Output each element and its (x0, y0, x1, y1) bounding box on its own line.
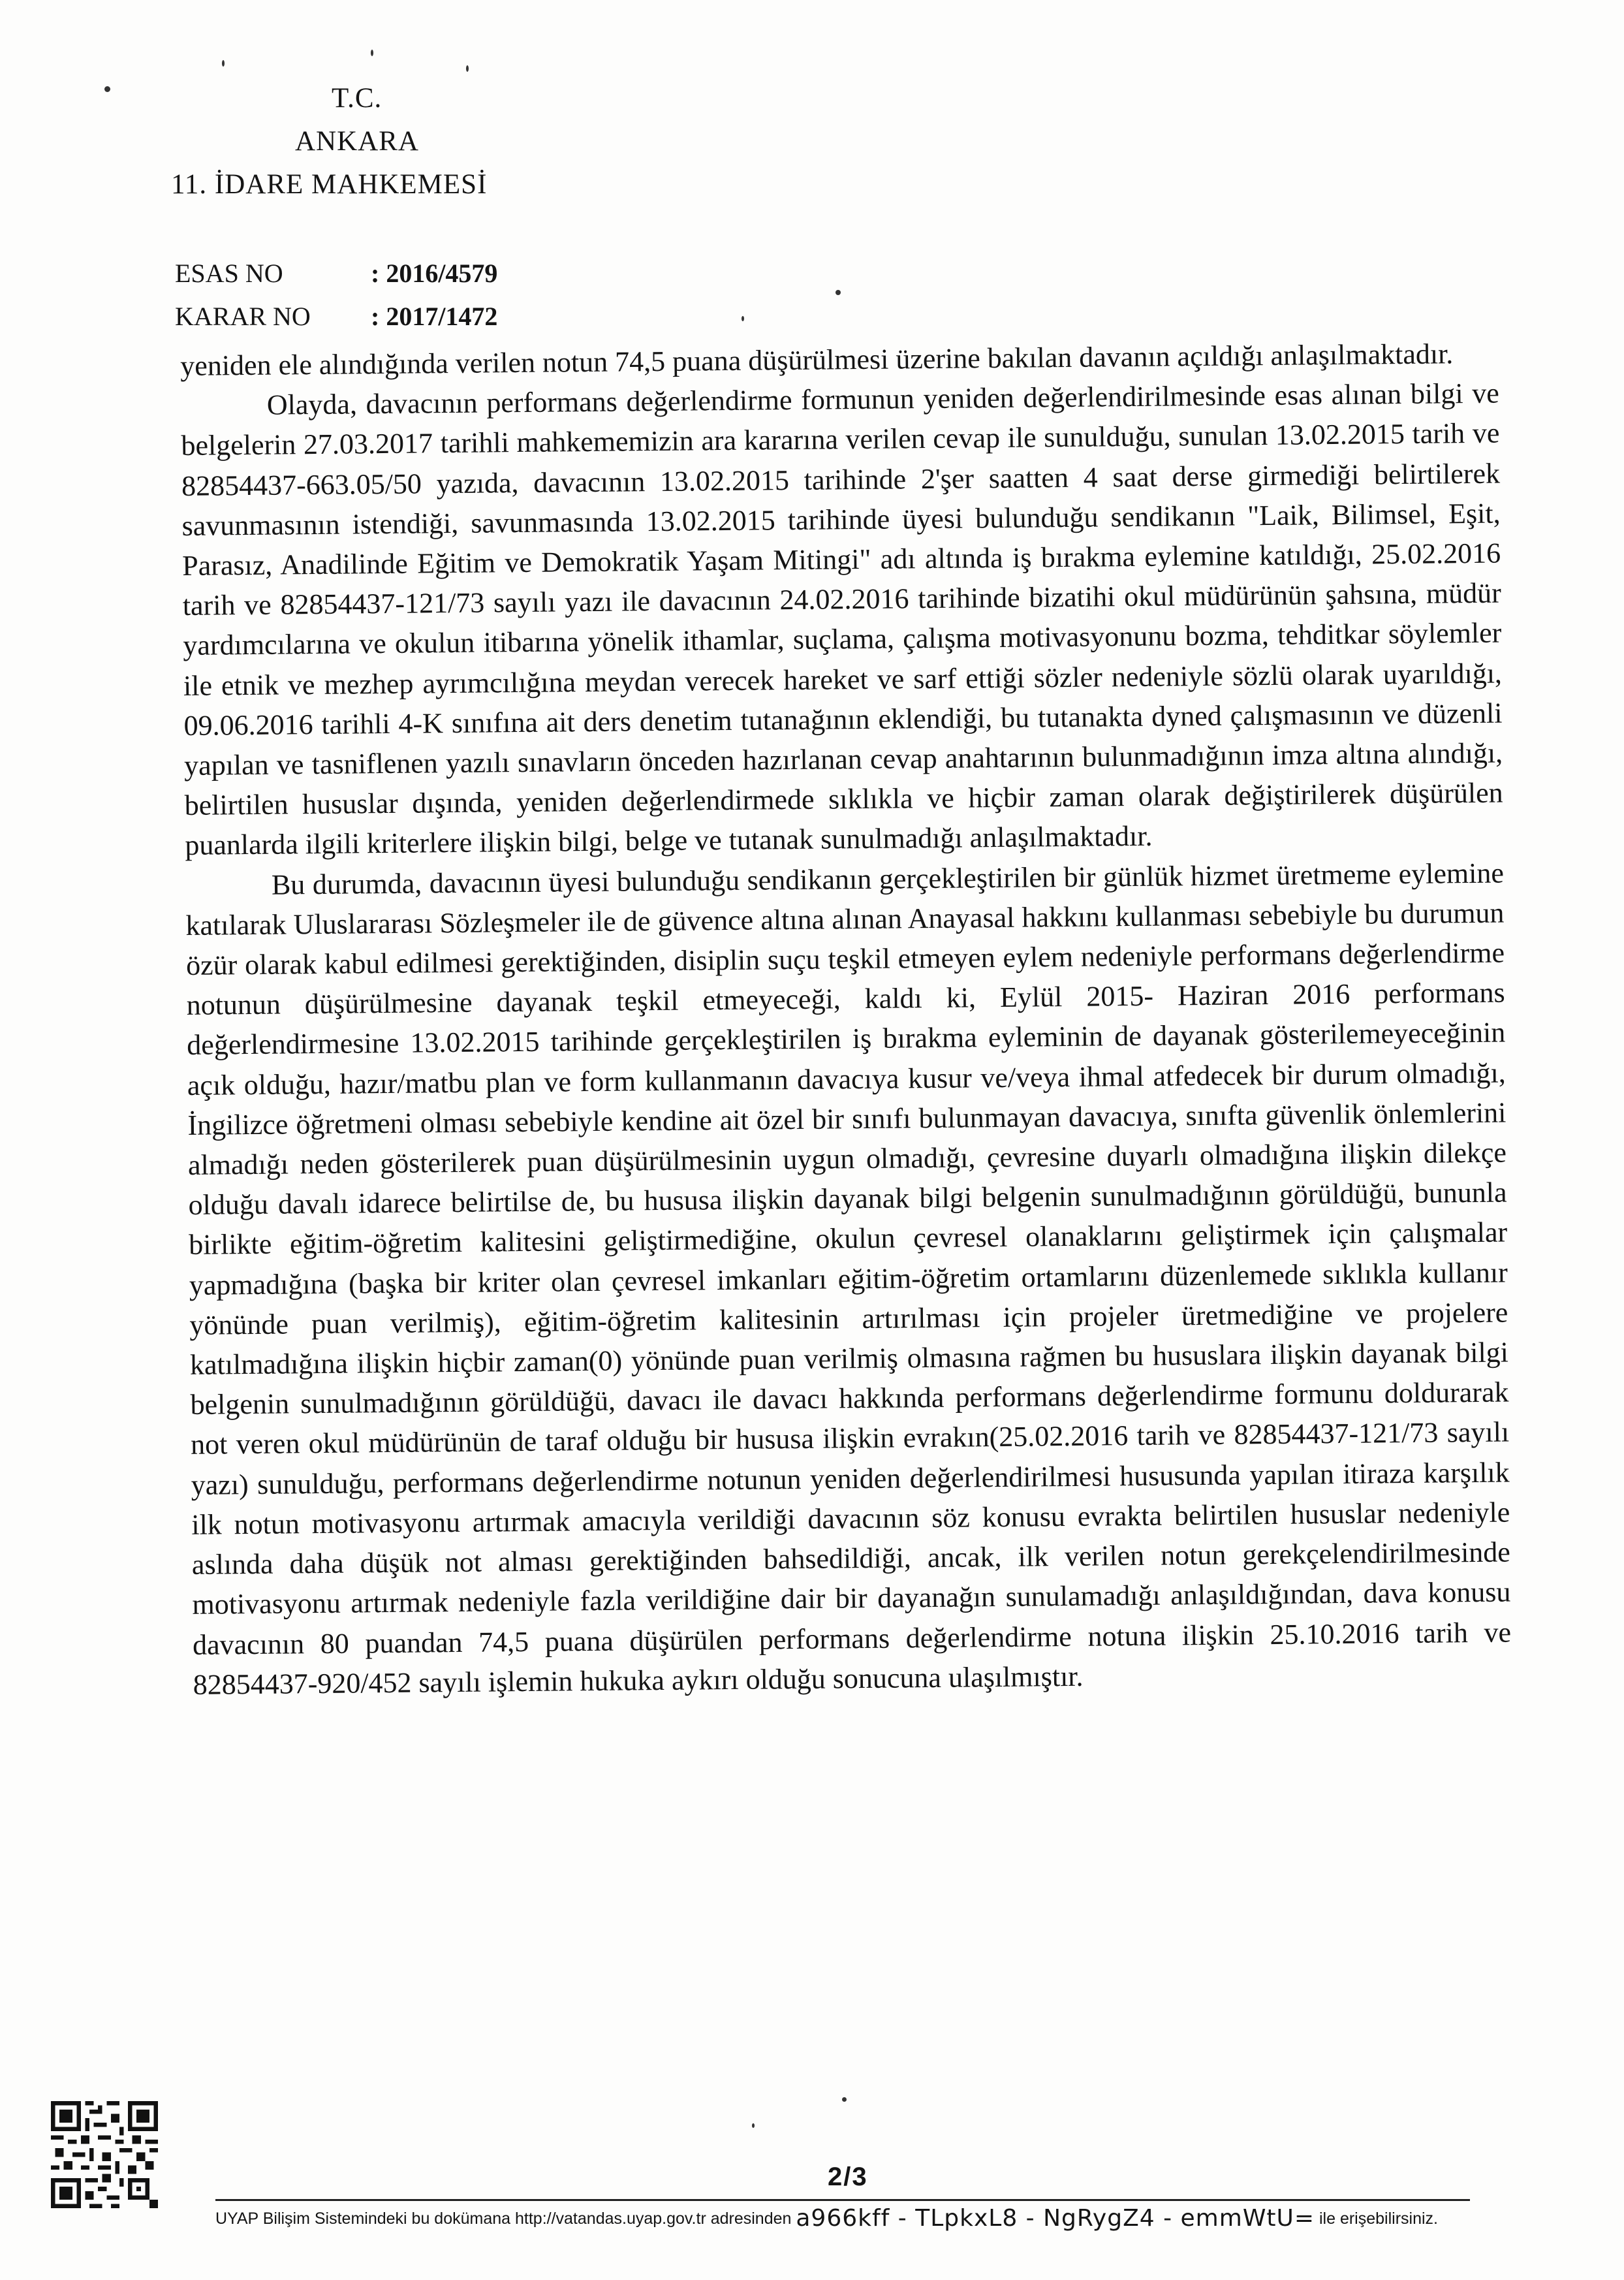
qr-code-icon (51, 2101, 158, 2208)
esas-label: ESAS NO (175, 259, 283, 288)
paragraph-facts: Olayda, davacının performans değerlendirme formunun yeniden değerlendirilmesinde esas alınan bilgi ve belgelerin 27.03.2017 tarihli mahkememizin ara kararına verilen cevap ile sunulduğu, sunulan 13.02.2015 tarih ve 82854437-663.05/50 yazıda, davacının 13.02.2015 tarihinde 2'şer saatten 4 saat derse girmediği belirtilerek savunmasının istendiği, savunmasında 13.02.2015 tarihinde üyesi bulunduğu sendikanın "Laik, Bilimsel, Eşit, Parasız, Anadilinde Eğitim ve Demokratik Yaşam Mitingi" adı altında iş bırakma eylemine katıldığı, 25.02.2016 tarih ve 82854437-121/73 sayılı yazı ile davacının 24.02.2016 tarihinde bizatihi okul müdürünün şahsına, müdür yardımcılarına ve okulun itibarına yönelik ithamlar, suçlama, çalışma motivasyonunu bozma, tehditkar söylemler ile etnik ve mezhep ayrımcılığına meydan verecek hareket ve sarf ettiği sözler nedeniyle sözlü olarak uyarıldığı, 09.06.2016 tarihli 4-K sınıfına ait ders denetim tutanağının eklendiği, bu tutanakta dyned çalışmasının ve düzenli yapılan ve tasniflenen yazılı sınavların önceden hazırlanan cevap anahtarının bulunmadığının imza altına alındığı, belirtilen hususlar dışında, yeniden değerlendirmede sıklıkla ve hiçbir zaman olarak değiştirilerek düşürülen puanlarda ilgili kriterlere ilişkin bilgi, belge ve tutanak sunulmadığı anlaşılmaktadır. (181, 377, 1503, 862)
footer-note-suffix: ile erişebilirsiniz. (1319, 2209, 1438, 2228)
karar-value: : 2017/1472 (371, 302, 498, 331)
scan-speck (835, 290, 841, 295)
page-number: 2/3 (828, 2162, 868, 2191)
scan-speck (466, 65, 469, 72)
header-tc: T.C. (332, 83, 383, 114)
footer-note-prefix: UYAP Bilişim Sistemindeki bu dokümana http://vatandas.uyap.gov.tr adresinden (215, 2209, 792, 2228)
scan-speck (742, 316, 744, 321)
paragraph-reasoning: Bu durumda, davacının üyesi bulunduğu sendikanın gerçekleştirilen bir günlük hizmet üretmeme eylemine katılarak Uluslararası Sözleşmeler ile de güvence altına alınan Anayasal hakkını kullanması sebebiyle bu durumun özür olarak kabul edilmesi gerektiğinden, disiplin suçu teşkil etmeyen eylem nedeniyle performans değerlendirme notunun düşürülmesine dayanak teşkil etmeyeceği, kaldı ki, Eylül 2015- Haziran 2016 performans değerlendirmesine 13.02.2015 tarihinde gerçekleştirilen iş bırakma eyleminin de dayanak gösterilemeyeceğinin açık olduğu, hazır/matbu plan ve form kullanmanın davacıya kusur ve/veya ihmal atfedecek bir durum olmadığı, İngilizce öğretmeni olması sebebiyle kendine ait özel bir sınıfı bulunmayan davacıya, sınıfta güvenlik önlemlerini almadığı neden gösterilerek puan düşürülmesinin uygun olmadığı, çevresine duyarlı olmadığına ilişkin dilekçe olduğu davalı idarece belirtilse de, bu hususa ilişkin dayanak bilgi belgenin sunulmadığının görüldüğü, bununla birlikte eğitim-öğretim kalitesini geliştirmediğine, okulun çevresel olanaklarını geliştirmek için çalışmalar yapmadığına (başka bir kriter olan çevresel imkanları eğitim-öğretim ortamlarını düzenlemede sıklıkla kullanır yönünde puan verilmiş), eğitim-öğretim kalitesinin artırılması için projeler üretmediğine ve projelere katılmadığına ilişkin hiçbir zaman(0) yönünde puan verilmiş olmasına rağmen bu hususlara ilişkin dayanak bilgi belgenin sunulmadığının görüldüğü, davacı ile davacı hakkında performans değerlendirme formunu doldurarak not veren okul müdürünün de taraf olduğu bir hususa ilişkin evrakın(25.02.2016 tarih ve 82854437-121/73 sayılı yazı) sunulduğu, performans değerlendirme notunun yeniden değerlendirilmesi hususunda yapılan itiraza karşılık ilk notun motivasyonu artırmak amacıyla verildiği davacının söz konusu evrakta belirtilen hususlar nedeniyle aslında daha düşük not alması gerektiğinden bahsedildiği, ancak, ilk verilen notun gerekçelendirilmesinde motivasyonu artırmak nedeniyle fazla verildiğine dair bir dayanağın sunulamadığı anlaşıldığından, dava konusu davacının 80 puandan 74,5 puana düşürülen performans değerlendirme notuna ilişkin 25.10.2016 tarih ve 82854437-920/452 sayılı işlemin hukuka aykırı olduğu sonucuna ulaşılmıştır. (185, 857, 1512, 1701)
scan-speck (222, 60, 225, 67)
header-city: ANKARA (295, 126, 419, 157)
footer-access-note (215, 2206, 1495, 2232)
esas-row (175, 252, 497, 295)
scan-speck (842, 2097, 847, 2102)
esas-value: : 2016/4579 (371, 259, 498, 288)
karar-label: KARAR NO (175, 302, 311, 331)
footer-access-code: a966kff - TLpkxL8 - NgRygZ4 - emmWtU= (796, 2205, 1315, 2232)
footer-divider (215, 2199, 1470, 2201)
decision-body (180, 334, 1512, 1705)
scan-speck (104, 86, 110, 92)
header-court-name: 11. İDARE MAHKEMESİ (171, 169, 488, 200)
scan-speck (371, 50, 373, 56)
court-header (171, 77, 510, 206)
karar-row (175, 295, 497, 338)
case-numbers (175, 252, 497, 338)
scan-speck (752, 2123, 755, 2128)
paragraph-continuation: yeniden ele alındığında verilen notun 74,5 puana düşürülmesi üzerine bakılan davanın açıldığı anlaşılmaktadır. (180, 338, 1454, 382)
